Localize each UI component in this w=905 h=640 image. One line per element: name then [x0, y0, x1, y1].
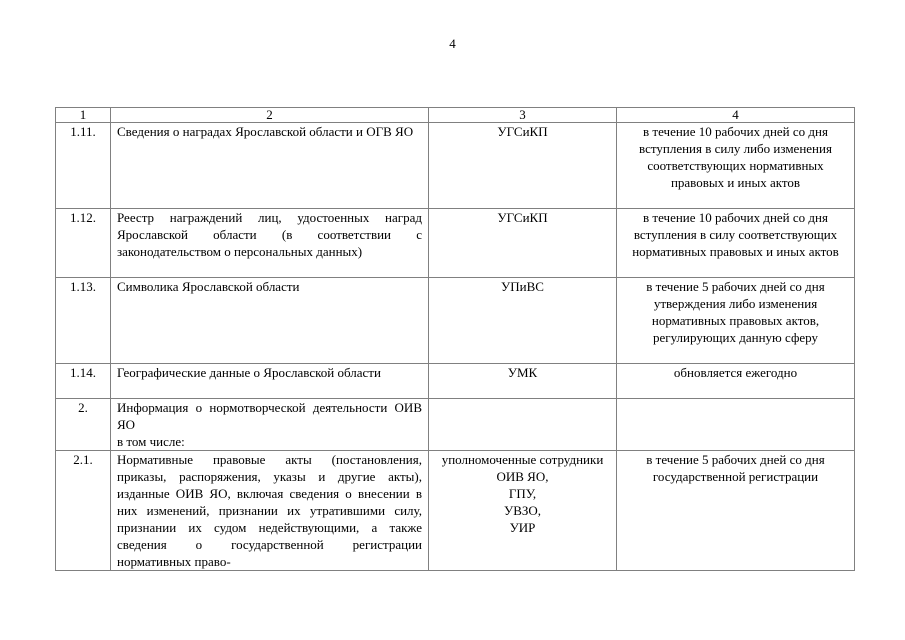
table-row — [56, 123, 855, 209]
document-table — [55, 107, 855, 571]
row-number: 1.11. — [56, 123, 111, 209]
table-row — [56, 209, 855, 278]
row-name: Географические данные о Ярославской области — [111, 364, 429, 399]
row-name: Сведения о наградах Ярославской области и ОГВ ЯО — [111, 123, 429, 209]
row-responsible: УМК — [429, 364, 617, 399]
row-name: Реестр награждений лиц, удостоенных наград Ярославской области (в соответствии с законодательством о персональных данных) — [111, 209, 429, 278]
page-number: 4 — [449, 36, 456, 51]
column-header-number: 1 — [56, 108, 111, 123]
row-term: в течение 5 рабочих дней со дня утверждения либо изменения нормативных правовых актов, регулирующих данную сферу — [617, 278, 855, 364]
row-name: Информация о нормотворческой деятельности ОИВ ЯО в том числе: — [111, 399, 429, 451]
row-term — [617, 399, 855, 451]
row-term: обновляется ежегодно — [617, 364, 855, 399]
table-row — [56, 364, 855, 399]
table-row — [56, 451, 855, 571]
row-number: 2.1. — [56, 451, 111, 571]
row-responsible: уполномоченные сотрудники ОИВ ЯО, ГПУ, УВЗО, УИР — [429, 451, 617, 571]
table-row — [56, 278, 855, 364]
table-row — [56, 399, 855, 451]
table-header-row — [56, 108, 855, 123]
column-header-responsible: 3 — [429, 108, 617, 123]
row-name: Нормативные правовые акты (постановления, приказы, распоряжения, указы и другие акты), изданные ОИВ ЯО, включая сведения о внесении в них изменений, признании их утратившими силу, признании их судом недействующими, а также сведения о государственной регистрации нормативных право- — [111, 451, 429, 571]
row-number: 1.13. — [56, 278, 111, 364]
row-name: Символика Ярославской области — [111, 278, 429, 364]
row-term: в течение 10 рабочих дней со дня вступления в силу либо изменения соответствующих нормативных правовых и иных актов — [617, 123, 855, 209]
row-number: 1.14. — [56, 364, 111, 399]
row-responsible — [429, 399, 617, 451]
row-number: 2. — [56, 399, 111, 451]
row-responsible: УПиВС — [429, 278, 617, 364]
row-term: в течение 10 рабочих дней со дня вступления в силу соответствующих нормативных правовых и иных актов — [617, 209, 855, 278]
row-number: 1.12. — [56, 209, 111, 278]
column-header-term: 4 — [617, 108, 855, 123]
row-responsible: УГСиКП — [429, 123, 617, 209]
row-responsible: УГСиКП — [429, 209, 617, 278]
row-term: в течение 5 рабочих дней со дня государственной регистрации — [617, 451, 855, 571]
column-header-name: 2 — [111, 108, 429, 123]
